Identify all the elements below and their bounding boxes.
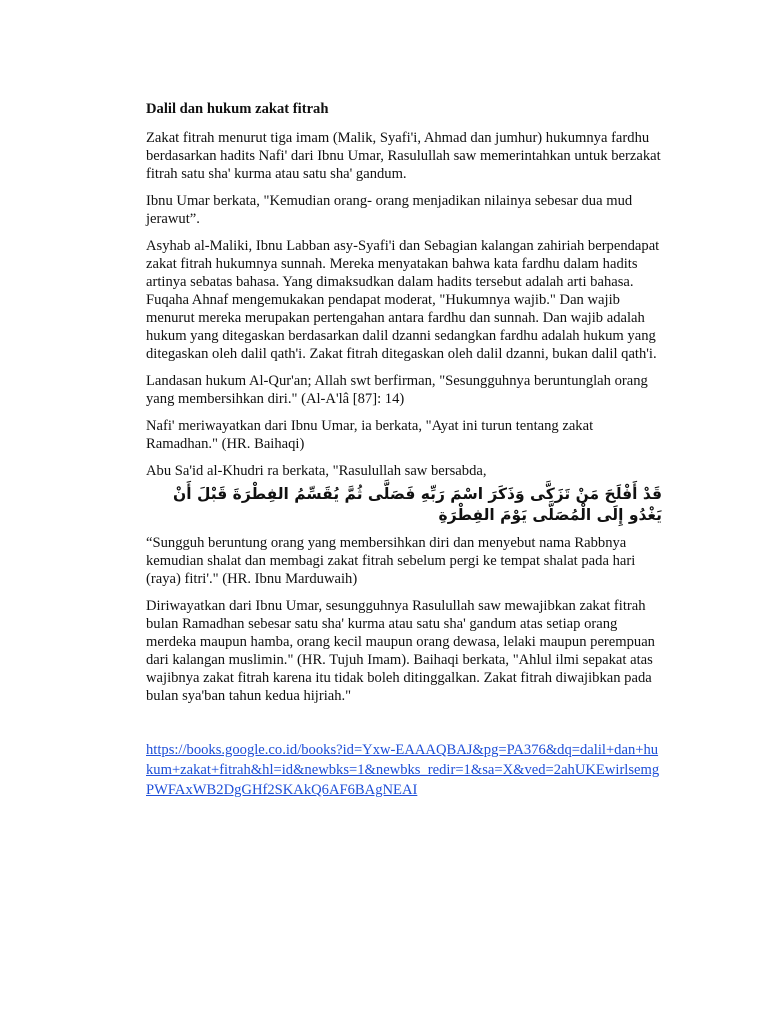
paragraph-asyhab-sunnah: Asyhab al-Maliki, Ibnu Labban asy-Syafi'i dan Sebagian kalangan zahiriah berpendapat zakat fitrah hukumnya sunnah. Mereka menyatakan bahwa kata fardhu dalam hadits artinya sebatas bahasa. Yang dimaksudkan dalam hadits tersebut adalah arti bahasa. Fuqaha Ahnaf mengemukakan pendapat moderat, "Hukumnya wajib." Dan wajib menurut mereka merupakan pertengahan antara fardhu dan sunnah. Dan wajib adalah hukum yang ditegaskan berdasarkan dalil dzanni sedangkan fardhu adalah hukum yang ditegaskan oleh dalil qath'i. Zakat fitrah ditegaskan oleh dalil dzanni, bukan dalil qath'i.: [146, 238, 660, 362]
paragraph-landasan-quran: Landasan hukum Al-Qur'an; Allah swt berfirman, "Sesungguhnya beruntunglah orang yang membersihkan diri." (Al-A'lâ [87]: 14): [146, 373, 648, 407]
paragraph-zakat-fitrah-tiga-imam: Zakat fitrah menurut tiga imam (Malik, Syafi'i, Ahmad dan jumhur) hukumnya fardhu berdasarkan hadits Nafi' dari Ibnu Umar, Rasulullah saw memerintahkan untuk berzakat fitrah satu sha' kurma atau satu sha' gandum.: [146, 130, 661, 182]
document-title: Dalil dan hukum zakat fitrah: [146, 101, 329, 117]
document-page: [146, 100, 662, 800]
blank-line: [146, 714, 662, 740]
arabic-hadith-text: قَدْ أَفْلَحَ مَنْ تَزَكَّى وَذَكَرَ اسْمَ رَبِّهِ فَصَلَّى ثُمَّ يُقَسِّمُ الفِطْرَةَ قَبْلَ أَنْ يَغْدُو إِلَى الْمُصَلَّى يَوْمَ الفِطْرَةِ: [173, 485, 662, 524]
paragraph-ibnu-umar-mud: Ibnu Umar berkata, "Kemudian orang- orang menjadikan nilainya sebesar dua mud jerawut”.: [146, 193, 633, 227]
paragraph-ibnu-umar-wajib: Diriwayatkan dari Ibnu Umar, sesungguhnya Rasulullah saw mewajibkan zakat fitrah bulan Ramadhan sebesar satu sha' kurma atau satu sha' gandum atas setiap orang merdeka maupun hamba, orang kecil maupun orang dewasa, lelaki maupun perempuan dari kalangan muslimin." (HR. Tujuh Imam). Baihaqi berkata, "Ahlul ilmi sepakat atas wajibnya zakat fitrah karena itu tidak boleh ditinggalkan. Zakat fitrah diwajibkan pada bulan sya'ban tahun kedua hijriah.": [146, 598, 655, 704]
source-link[interactable]: https://books.google.co.id/books?id=Yxw-EAAAQBAJ&pg=PA376&dq=dalil+dan+hukum+zakat+fitrah&hl=id&newbks=1&newbks_redir=1&sa=X&ved=2ahUKEwirlsemgPWFAxWB2DgGHf2SKAkQ6AF6BAgNEAI: [146, 742, 660, 798]
paragraph-nafi-ramadhan: Nafi' meriwayatkan dari Ibnu Umar, ia berkata, "Ayat ini turun tentang zakat Ramadhan." (HR. Baihaqi): [146, 418, 594, 452]
paragraph-translation: “Sungguh beruntung orang yang membersihkan diri dan menyebut nama Rabbnya kemudian shalat dan membagi zakat fitrah sebelum pergi ke tempat shalat pada hari (raya) fitri'." (HR. Ibnu Marduwaih): [146, 535, 636, 587]
paragraph-abu-said: Abu Sa'id al-Khudri ra berkata, "Rasulullah saw bersabda,: [146, 463, 487, 479]
